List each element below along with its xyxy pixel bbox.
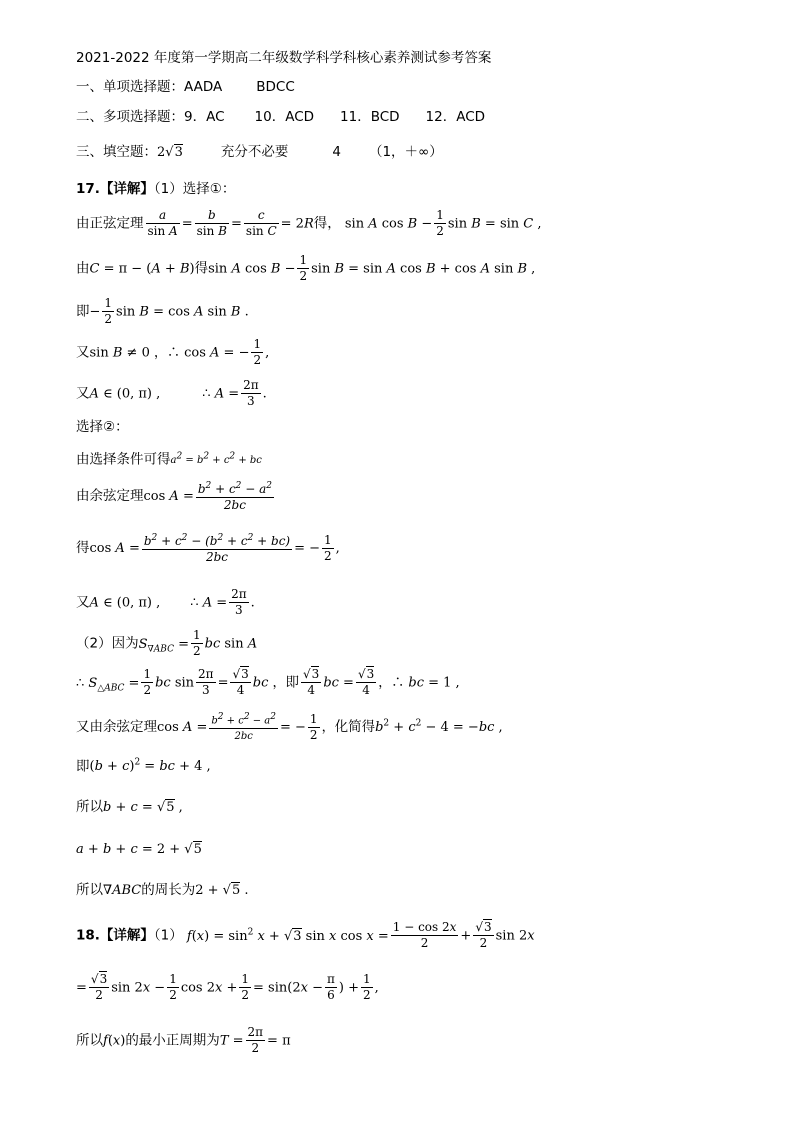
multi-choice-12: 12．ACD: [425, 109, 486, 125]
q17-simplified: 即− $\frac{1}{2}$ sin B = cos A sin B .: [76, 296, 249, 326]
multi-choice-line: [76, 111, 485, 125]
q17-perimeter-conclusion: 所以∇ABC的周长为2 + √5 .: [76, 882, 249, 898]
multi-choice-label: 二、多项选择题：: [76, 109, 184, 125]
q17-cos-substituted: 得cos A = $\frac{b^2 + c^2 - (b^2 + c^2 + bc)}{2bc}$ = − $\frac{1}{2}$ ,: [76, 532, 340, 564]
q18-header: 18.【详解】（1） $f(x) = \sin^2 x + √3$ sin x cos x = $\frac{1 - \cos 2x}{2}$ + $\frac{√3}{2}$ sin 2x: [76, 920, 535, 950]
multi-choice-9: 9．AC: [184, 109, 225, 125]
q18-part1: （1）: [153, 927, 183, 944]
q17-perimeter-sum: a + b + c = 2 + √5: [76, 842, 202, 857]
single-choice-answers-1: AADA: [184, 79, 223, 95]
fill-blank-3: 4: [332, 144, 341, 160]
q18-label: 18.【详解】: [76, 927, 154, 944]
q18-rewritten: = $\frac{√3}{2}$ sin 2x − $\frac{1}{2}$ cos 2x + $\frac{1}{2}$ = sin(2x − $\frac{\pi}{6}$ ) + $\frac{1}{2}$ ,: [76, 972, 379, 1002]
fill-blank-label: 三、填空题：: [76, 144, 157, 160]
q17-cosine-law-2: 又由余弦定理cos A = $\frac{b^2 + c^2 - a^2}{2bc}$ = − $\frac{1}{2}$ ，化简得$b^2 + c^2 - 4 = -bc$ ,: [76, 711, 503, 743]
single-choice-answers-2: BDCC: [256, 79, 295, 95]
fill-blank-line: [76, 146, 443, 160]
q17-condition: 由选择条件可得$a^2 = b^2 + c^2$ + bc: [76, 451, 262, 468]
multi-choice-10: 10．ACD: [254, 109, 315, 125]
q17-part2: （2）因为$S_{\nabla ABC}$ = $\frac{1}{2}$ bc sin A: [76, 628, 258, 658]
fill-blank-4: （1，＋∞）: [368, 144, 443, 160]
q17-choose-2: 选择②：: [76, 419, 129, 435]
single-choice-line: [76, 81, 295, 95]
q17-area-computed: ∴ $S_{\triangle ABC}$ = $\frac{1}{2}$ bc sin $\frac{2\pi}{3}$ = $\frac{√3}{4}$ bc ，即 $\frac{√3}{4}$ bc = $\frac{√3}{4}$ ，∴ bc = 1 ,: [76, 667, 460, 697]
q17-header: [76, 183, 235, 197]
q17-a-value-2: 又A ∈ (0, π) , ∴ A = $\frac{2\pi}{3}$ .: [76, 587, 255, 617]
page-title: 2021-2022 年度第一学期高二年级数学科学科核心素养测试参考答案: [76, 50, 492, 66]
q18-period: 所以f(x)的最小正周期为T = $\frac{2\pi}{2}$ = π: [76, 1025, 291, 1055]
q17-sum-value: 所以b + c = √5 ,: [76, 799, 183, 815]
q17-a-value-1: 又A ∈ (0, π) , ∴ A = $\frac{2\pi}{3}$ .: [76, 378, 267, 408]
single-choice-label: 一、单项选择题：: [76, 79, 184, 95]
multi-choice-11: 11．BCD: [340, 109, 400, 125]
fill-blank-2: 充分不必要: [220, 144, 289, 160]
q17-cos-a: 又sin B ≠ 0 ，∴ cos A = − $\frac{1}{2}$ ,: [76, 337, 270, 367]
q17-part1: （1）选择①：: [153, 181, 236, 197]
q17-label: 17.【详解】: [76, 181, 154, 197]
fill-blank-1: 2√3: [157, 145, 183, 160]
q17-cosine-law: 由余弦定理cos A = $\frac{b^2 + c^2 - a^2}{2bc}$: [76, 481, 272, 512]
q17-sum-squared: 即$(b + c)^2$ = bc + 4 ,: [76, 758, 211, 775]
q17-sine-law: 由正弦定理 $\frac{a}{\text{sin A}}$ = $\frac{b}{\text{sin B}}$ = $\frac{c}{\text{sin C}}$ = 2R得， sin A cos B − $\frac{1}{2}$ sin B = sin C ,: [76, 208, 542, 238]
q17-c-substitution: 由C = π − (A + B)得sin A cos B − $\frac{1}{2}$ sin B = sin A cos B + cos A sin B ,: [76, 253, 536, 283]
